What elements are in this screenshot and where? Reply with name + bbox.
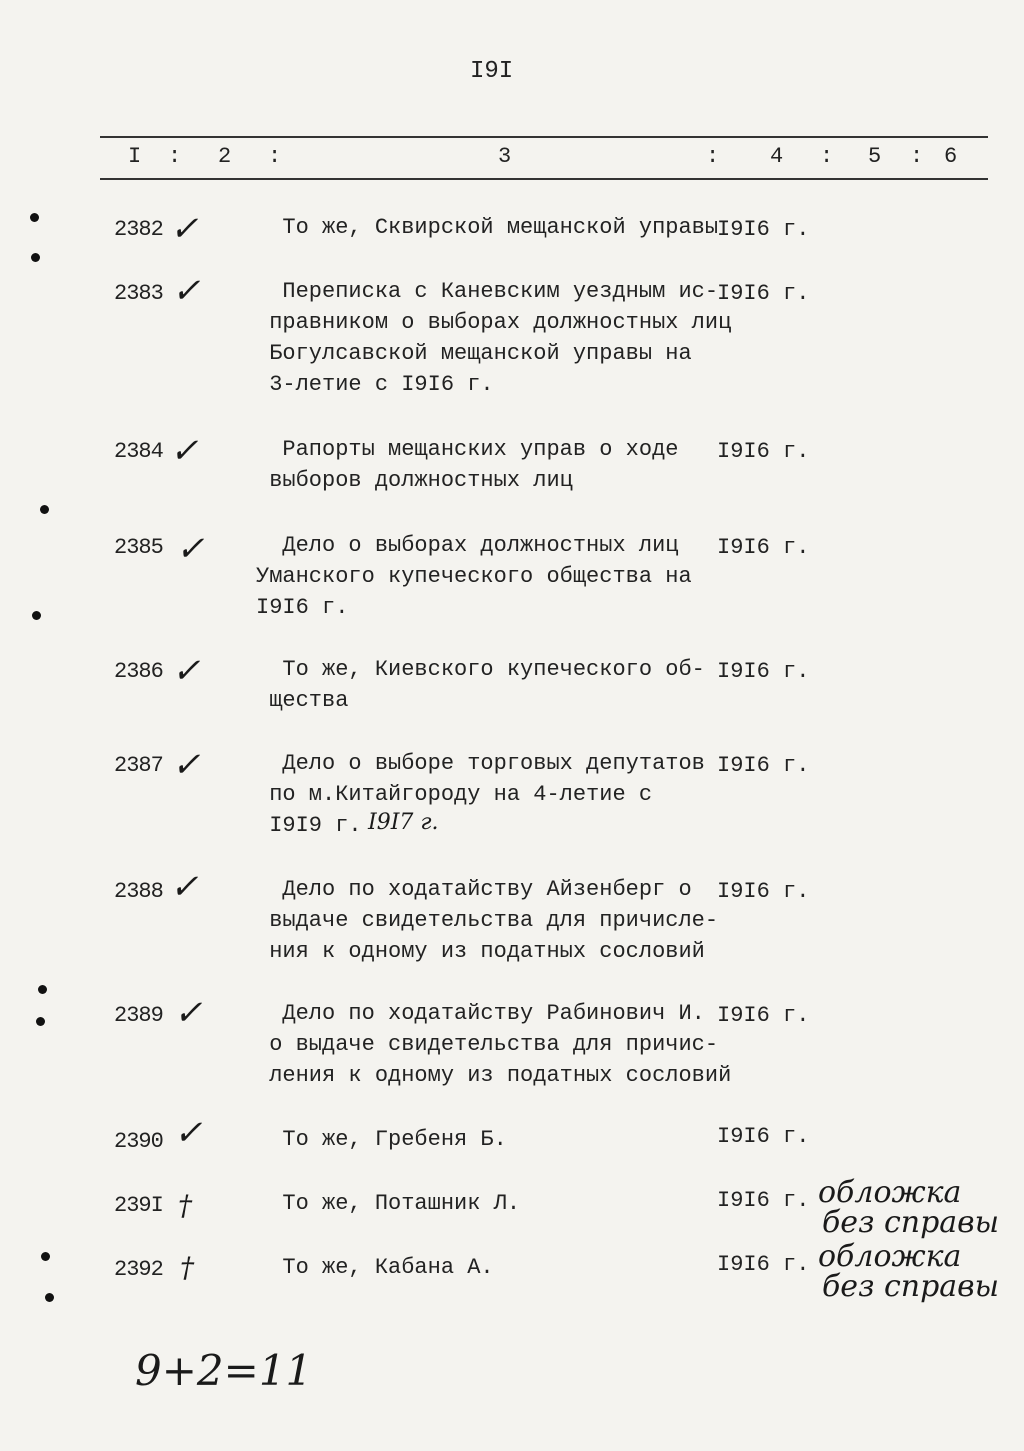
column-1-header: I [128,144,142,169]
handwritten-year-correction: I9I7 г. [368,810,439,835]
checkmark-icon: ✓ [170,209,199,249]
entry-year: I9I6 г. [717,879,810,904]
checkmark-icon: ✓ [170,431,199,471]
entry-description: Дело по ходатайству Айзенберг о выдаче свидетельства для причисле- ния к одному из податных сословий [256,877,719,964]
column-3-header: 3 [498,144,512,169]
checkmark-icon: ✓ [172,271,201,311]
entry-number: 2387 [114,753,163,778]
entry-number: 2392 [114,1257,163,1282]
entry-description: Дело по ходатайству Рабинович И. о выдаче свидетельства для причис- ления к одному из податных сословий [256,1001,732,1088]
entry-year: I9I6 г. [717,659,810,684]
entry-number: 2386 [114,659,163,684]
entry-year: I9I6 г. [717,535,810,560]
column-separator: : [268,144,282,169]
handwritten-note: обложка без справы [818,1239,1000,1304]
entry-number: 2383 [114,281,163,306]
punch-hole-dot [45,1293,54,1302]
entry-number: 2390 [114,1129,163,1154]
table-header-top-rule [100,136,988,138]
entry-description: То же, Киевского купеческого об- щества [256,657,705,713]
punch-hole-dot [41,1252,50,1261]
entry-year: I9I6 г. [717,1003,810,1028]
checkmark-icon: ✓ [174,993,203,1033]
punch-hole-dot [38,985,47,994]
column-separator: : [820,144,834,169]
entry-description: То же, Поташник Л. [256,1191,521,1216]
entry-number: 2389 [114,1003,163,1028]
entry-number: 2385 [114,535,163,560]
entry-year: I9I6 г. [717,1252,810,1277]
column-separator: : [168,144,182,169]
punch-hole-dot [36,1017,45,1026]
entry-number: 2382 [114,217,163,242]
entry-description: То же, Гребеня Б. [256,1127,507,1152]
entry-year: I9I6 г. [717,1188,810,1213]
page-number: I9I [470,58,514,85]
entry-description: То же, Сквирской мещанской управы [256,215,719,240]
checkmark-icon: ✓ [174,1113,203,1153]
cross-mark-icon: † [180,1251,194,1284]
punch-hole-dot [31,253,40,262]
checkmark-icon: ✓ [176,529,205,569]
checkmark-icon: ✓ [172,651,201,691]
entry-year: I9I6 г. [717,1124,810,1149]
checkmark-icon: ✓ [170,867,199,907]
entry-description: Переписка с Каневским уездным ис- правником о выборах должностных лиц Богулсавской мещанской управы на 3-летие с I9I6 г. [256,279,732,397]
entry-description: Дело о выборах должностных лиц Уманского купеческого общества на I9I6 г. [256,533,692,620]
column-5-header: 5 [868,144,882,169]
punch-hole-dot [30,213,39,222]
entry-year: I9I6 г. [717,439,810,464]
handwritten-sum: 9+2=11 [135,1346,313,1395]
column-header [0,144,1024,172]
column-separator: : [910,144,924,169]
cross-mark-icon: † [178,1189,192,1222]
column-separator: : [706,144,720,169]
entry-number: 2388 [114,879,163,904]
punch-hole-dot [32,611,41,620]
punch-hole-dot [40,505,49,514]
column-2-header: 2 [218,144,232,169]
column-4-header: 4 [770,144,784,169]
entry-year: I9I6 г. [717,281,810,306]
entry-description: То же, Кабана А. [256,1255,494,1280]
table-header-bottom-rule [100,178,988,180]
entry-number: 2384 [114,439,163,464]
handwritten-note: обложка без справы [818,1175,1000,1240]
entry-number: 239I [114,1193,163,1218]
entry-description: Рапорты мещанских управ о ходе выборов должностных лиц [256,437,679,493]
checkmark-icon: ✓ [172,745,201,785]
column-6-header: 6 [944,144,958,169]
entry-year: I9I6 г. [717,753,810,778]
entry-year: I9I6 г. [717,217,810,242]
entry-description: Дело о выборе торговых депутатов по м.Китайгороду на 4-летие с I9I9 г. [256,751,705,838]
